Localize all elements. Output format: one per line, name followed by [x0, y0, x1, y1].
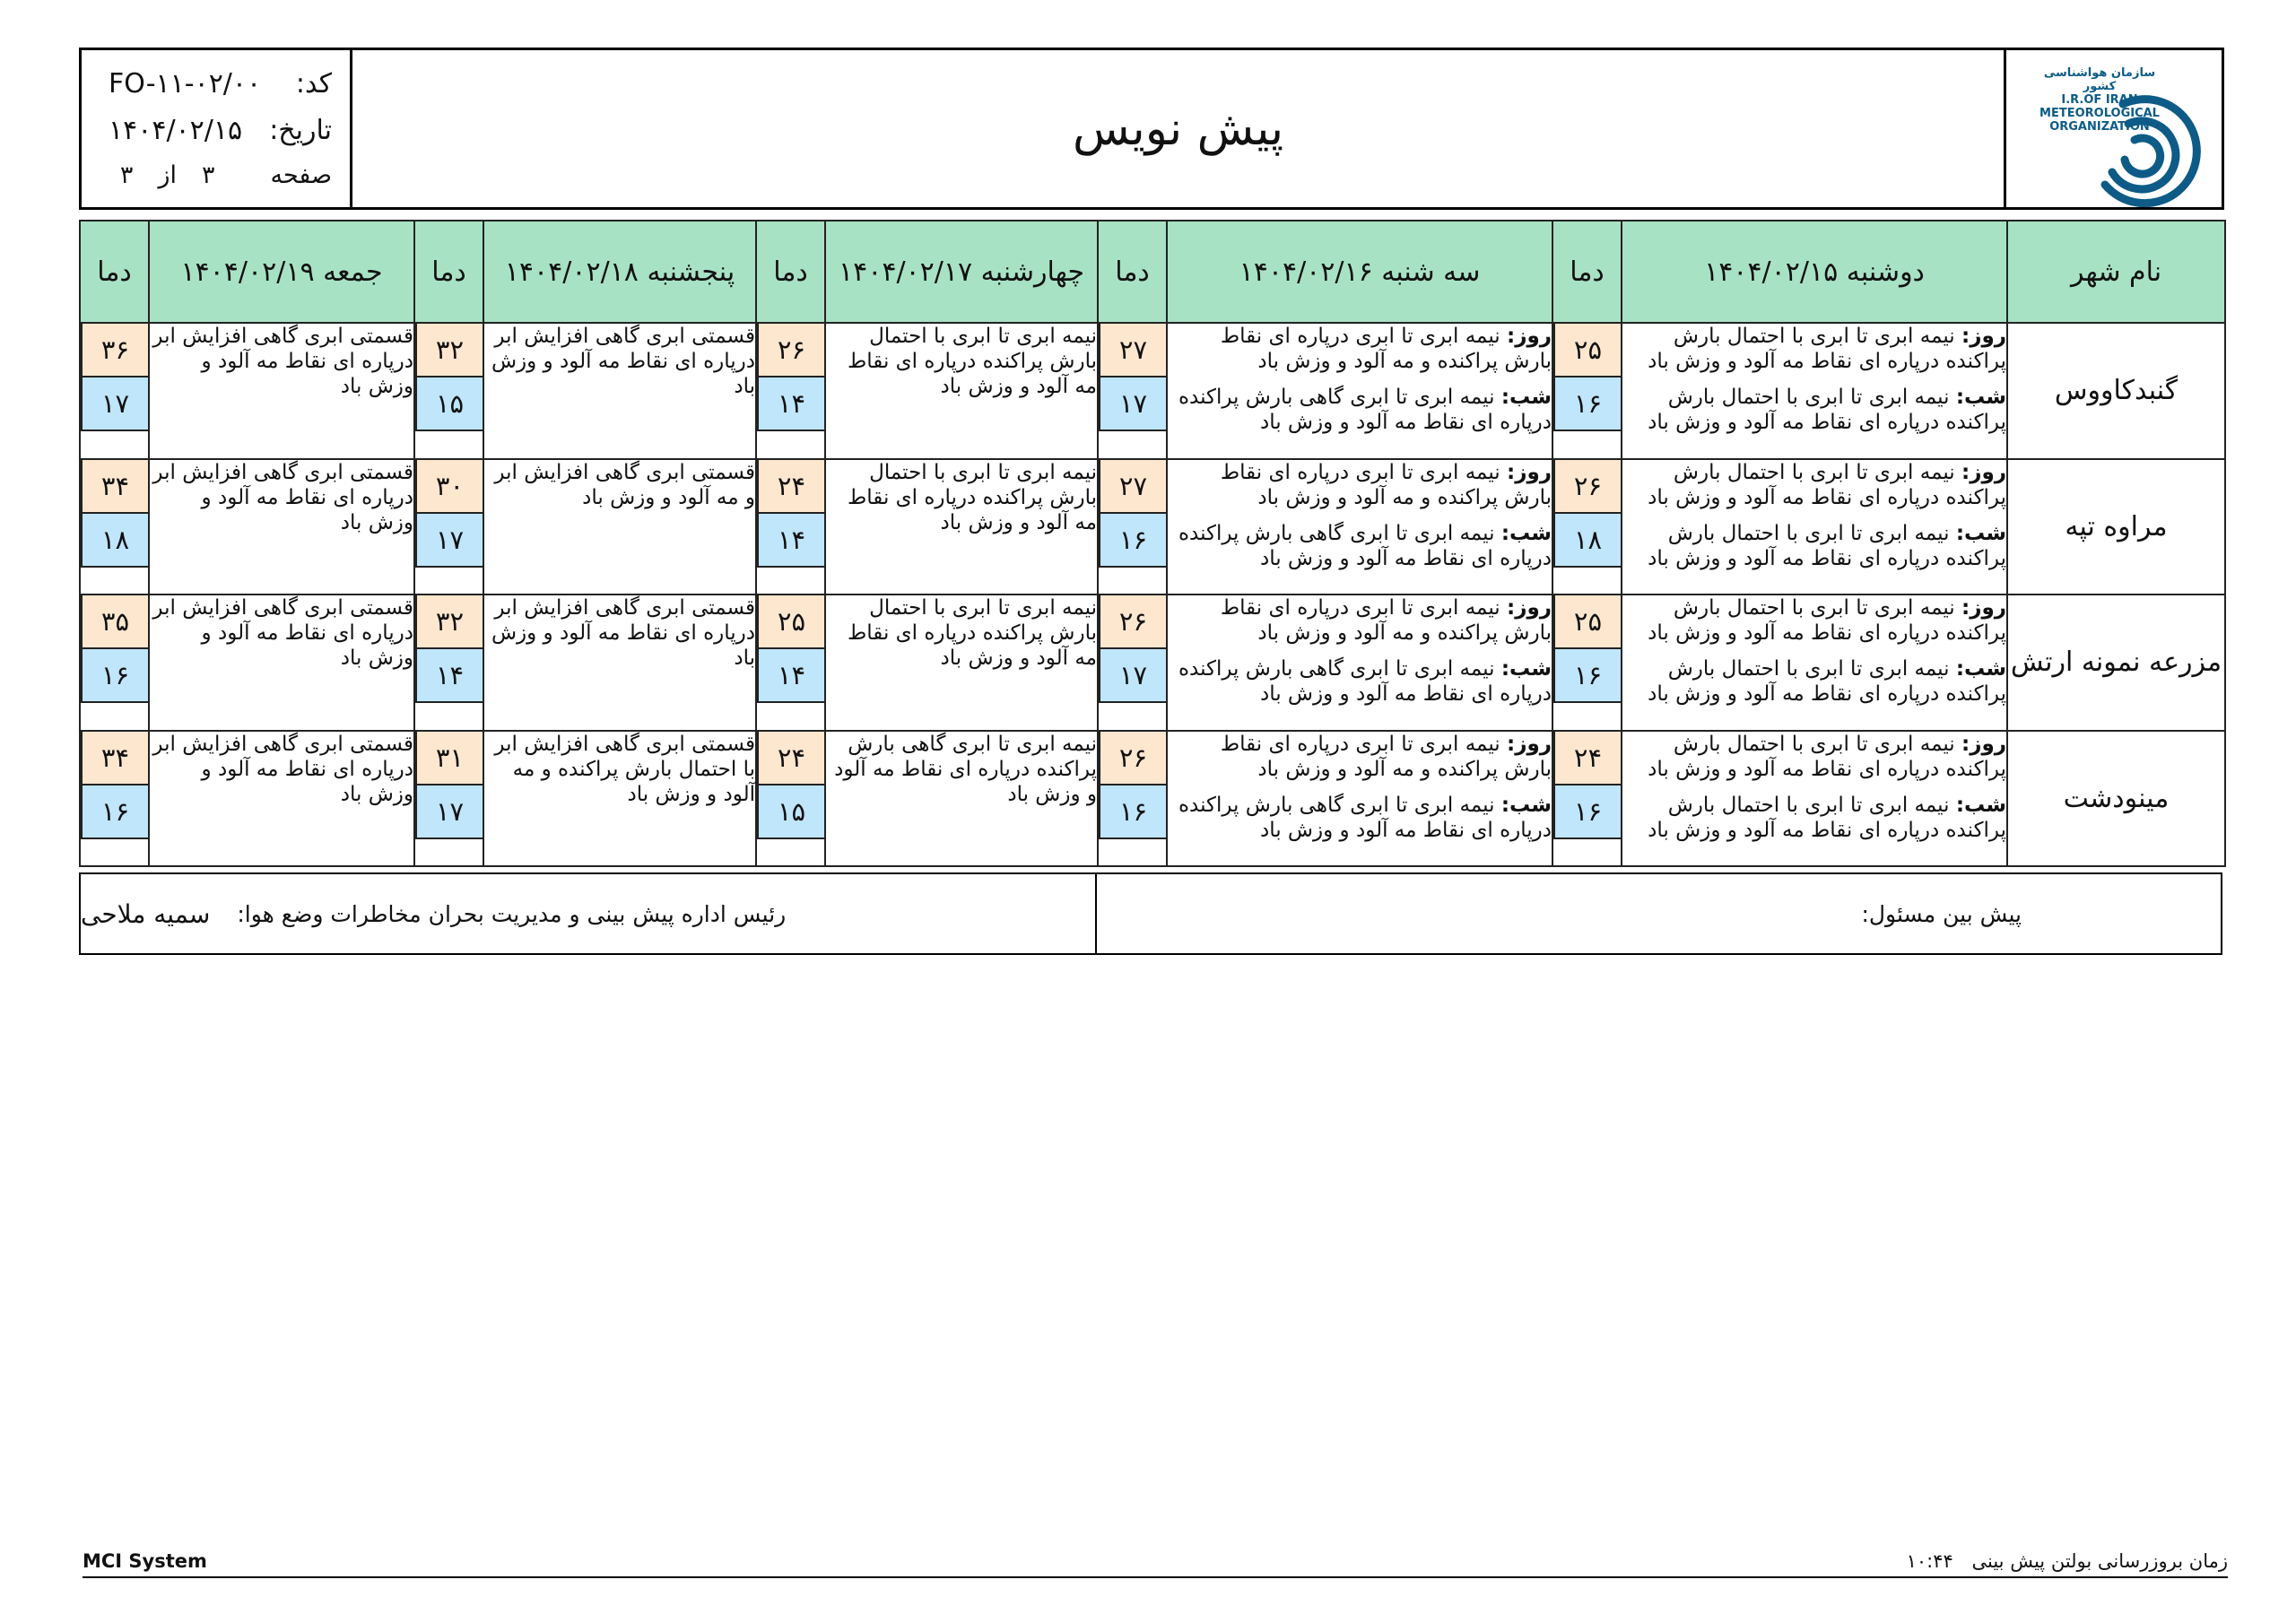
- min-temp: ۱۶: [1099, 785, 1166, 839]
- day-header: دوشنبه ۱۴۰۴/۰۲/۱۵: [1622, 221, 2007, 323]
- page-footer: [83, 1546, 2228, 1578]
- page-total: ۳: [119, 161, 134, 189]
- max-temp: ۳۴: [81, 460, 148, 514]
- day-header: جمعه ۱۴۰۴/۰۲/۱۹: [149, 221, 414, 323]
- temp-cell: [1552, 595, 1622, 731]
- table-row: [80, 459, 2225, 595]
- min-temp: ۱۶: [81, 785, 148, 839]
- min-temp: ۱۵: [415, 378, 483, 431]
- system-name: MCI System: [83, 1550, 207, 1572]
- temp-cell: [80, 323, 149, 459]
- forecast-cell: روز: نیمه ابری تا ابری درپاره ای نقاط بارش پراکنده و مه آلود و وزش باد شب: نیمه ابری تا ابری گاهی بارش پراکنده درپاره ای نقاط مه آلود و وزش باد: [1167, 459, 1552, 595]
- temp-cell: [414, 595, 483, 731]
- min-temp: ۱۶: [81, 649, 148, 703]
- city-name: مراوه تپه: [2007, 459, 2225, 595]
- max-temp: ۳۲: [415, 324, 483, 378]
- min-temp: ۱۶: [1553, 649, 1621, 703]
- max-temp: ۲۴: [757, 732, 824, 785]
- min-temp: ۱۸: [1553, 514, 1621, 568]
- organization-logo: [2004, 50, 2222, 207]
- night-label: شب:: [1500, 657, 1552, 681]
- table-row: [80, 323, 2225, 459]
- max-temp: ۲۴: [757, 460, 824, 514]
- day-label: روز:: [1507, 325, 1552, 348]
- temp-cell: [1552, 731, 1622, 867]
- forecast-cell: روز: نیمه ابری تا ابری با احتمال بارش پراکنده درپاره ای نقاط مه آلود و وزش باد شب: نیمه ابری تا ابری با احتمال بارش پراکنده درپاره ای نقاط مه آلود و وزش باد: [1622, 731, 2007, 867]
- forecast-cell: روز: نیمه ابری تا ابری با احتمال بارش پراکنده درپاره ای نقاط مه آلود و وزش باد شب: نیمه ابری تا ابری با احتمال بارش پراکنده درپاره ای نقاط مه آلود و وزش باد: [1622, 595, 2007, 731]
- max-temp: ۲۴: [1553, 732, 1621, 785]
- date-label: تاریخ:: [269, 115, 332, 146]
- temp-cell: [1098, 595, 1167, 731]
- temp-cell: [414, 731, 483, 867]
- day-header: سه شنبه ۱۴۰۴/۰۲/۱۶: [1167, 221, 1552, 323]
- forecast-cell: قسمتی ابری گاهی افزایش ابر درپاره ای نقاط مه آلود و وزش باد: [149, 459, 414, 595]
- min-temp: ۱۴: [415, 649, 483, 703]
- min-temp: ۱۵: [757, 785, 824, 839]
- table-row: [80, 731, 2225, 867]
- page-title: پیش نویس: [1072, 101, 1284, 156]
- forecast-cell: روز: نیمه ابری تا ابری درپاره ای نقاط بارش پراکنده و مه آلود و وزش باد شب: نیمه ابری تا ابری گاهی بارش پراکنده درپاره ای نقاط مه آلود و وزش باد: [1167, 595, 1552, 731]
- night-label: شب:: [1500, 793, 1552, 817]
- day-label: روز:: [1507, 460, 1552, 484]
- document-header: [79, 48, 2224, 210]
- min-temp: ۱۷: [81, 378, 148, 431]
- min-temp: ۱۴: [757, 378, 824, 431]
- code-row: [109, 68, 332, 100]
- temp-cell: [1098, 323, 1167, 459]
- page-label: صفحه: [270, 161, 332, 189]
- night-label: شب:: [1955, 793, 2006, 817]
- night-label: شب:: [1500, 521, 1552, 545]
- max-temp: ۳۶: [81, 324, 148, 378]
- forecaster-field: [1097, 874, 2221, 953]
- logo-text: سازمان هواشناسی کشور I.R.OF IRAN METEOROLOGICAL ORGANIZATION: [2039, 66, 2160, 134]
- department-head-label: رئیس اداره پیش بینی و مدیریت بحران مخاطرات وضع هوا:: [237, 900, 787, 927]
- max-temp: ۲۷: [1099, 460, 1166, 514]
- update-info: [1907, 1550, 2228, 1572]
- code-label: کد:: [295, 68, 332, 100]
- temp-cell: [1098, 731, 1167, 867]
- temp-header: دما: [756, 221, 825, 323]
- day-label: روز:: [1961, 325, 2006, 348]
- code-value: FO-۱۱-۰۲/۰۰: [109, 68, 262, 100]
- city-name: گنبدکاووس: [2007, 323, 2225, 459]
- forecast-cell: نیمه ابری تا ابری با احتمال بارش پراکنده درپاره ای نقاط مه آلود و وزش باد: [825, 323, 1098, 459]
- night-label: شب:: [1955, 521, 2006, 545]
- day-header: چهارشنبه ۱۴۰۴/۰۲/۱۷: [825, 221, 1098, 323]
- day-header: پنجشنبه ۱۴۰۴/۰۲/۱۸: [483, 221, 756, 323]
- temp-cell: [756, 323, 825, 459]
- max-temp: ۳۲: [415, 595, 483, 649]
- temp-header: دما: [80, 221, 149, 323]
- forecast-cell: نیمه ابری تا ابری گاهی بارش پراکنده درپاره ای نقاط مه آلود و وزش باد: [825, 731, 1098, 867]
- page-current: ۳: [201, 161, 215, 189]
- min-temp: ۱۷: [1099, 378, 1166, 431]
- max-temp: ۲۶: [757, 324, 824, 378]
- forecast-cell: قسمتی ابری گاهی افزایش ابر درپاره ای نقاط مه آلود و وزش باد: [483, 595, 756, 731]
- min-temp: ۱۶: [1099, 514, 1166, 568]
- document-meta: [82, 50, 352, 207]
- min-temp: ۱۷: [415, 514, 483, 568]
- max-temp: ۳۴: [81, 732, 148, 785]
- update-time: ۱۰:۴۴: [1906, 1550, 1953, 1572]
- forecast-cell: قسمتی ابری گاهی افزایش ابر با احتمال بارش پراکنده و مه آلود و وزش باد: [483, 731, 756, 867]
- max-temp: ۳۰: [415, 460, 483, 514]
- forecaster-label: پیش بین مسئول:: [1861, 900, 2022, 927]
- forecast-table: [79, 220, 2226, 867]
- max-temp: ۳۱: [415, 732, 483, 785]
- night-label: شب:: [1955, 657, 2006, 681]
- max-temp: ۲۵: [757, 595, 824, 649]
- forecast-cell: قسمتی ابری گاهی افزایش ابر درپاره ای نقاط مه آلود و وزش باد: [149, 731, 414, 867]
- temp-header: دما: [1098, 221, 1167, 323]
- forecast-cell: روز: نیمه ابری تا ابری درپاره ای نقاط بارش پراکنده و مه آلود و وزش باد شب: نیمه ابری تا ابری گاهی بارش پراکنده درپاره ای نقاط مه آلود و وزش باد: [1167, 731, 1552, 867]
- max-temp: ۲۵: [1553, 595, 1621, 649]
- date-value: ۱۴۰۴/۰۲/۱۵: [109, 115, 243, 146]
- page-row: [109, 161, 332, 189]
- forecast-cell: روز: نیمه ابری تا ابری با احتمال بارش پراکنده درپاره ای نقاط مه آلود و وزش باد شب: نیمه ابری تا ابری با احتمال بارش پراکنده درپاره ای نقاط مه آلود و وزش باد: [1622, 323, 2007, 459]
- forecast-cell: نیمه ابری تا ابری با احتمال بارش پراکنده درپاره ای نقاط مه آلود و وزش باد: [825, 459, 1098, 595]
- day-label: روز:: [1507, 732, 1552, 756]
- min-temp: ۱۸: [81, 514, 148, 568]
- temp-cell: [80, 731, 149, 867]
- update-label: زمان بروزرسانی بولتن پیش بینی: [1971, 1550, 2228, 1572]
- night-label: شب:: [1500, 386, 1552, 409]
- temp-cell: [1552, 459, 1622, 595]
- max-temp: ۲۵: [1553, 324, 1621, 378]
- temp-cell: [756, 459, 825, 595]
- temp-cell: [756, 731, 825, 867]
- signature-block: [79, 872, 2222, 955]
- forecast-cell: نیمه ابری تا ابری با احتمال بارش پراکنده درپاره ای نقاط مه آلود و وزش باد: [825, 595, 1098, 731]
- temp-cell: [414, 459, 483, 595]
- temp-cell: [1098, 459, 1167, 595]
- temp-cell: [756, 595, 825, 731]
- min-temp: ۱۴: [757, 649, 824, 703]
- day-label: روز:: [1961, 732, 2006, 756]
- forecast-cell: قسمتی ابری گاهی افزایش ابر درپاره ای نقاط مه آلود و وزش باد: [483, 323, 756, 459]
- day-label: روز:: [1507, 596, 1552, 620]
- min-temp: ۱۶: [1553, 785, 1621, 839]
- day-label: روز:: [1961, 596, 2006, 620]
- min-temp: ۱۷: [415, 785, 483, 839]
- city-name: مینودشت: [2007, 731, 2225, 867]
- date-row: [109, 115, 332, 146]
- department-head: [81, 874, 1097, 953]
- table-header-row: [80, 221, 2225, 323]
- max-temp: ۲۶: [1099, 732, 1166, 785]
- forecast-cell: روز: نیمه ابری تا ابری با احتمال بارش پراکنده درپاره ای نقاط مه آلود و وزش باد شب: نیمه ابری تا ابری با احتمال بارش پراکنده درپاره ای نقاط مه آلود و وزش باد: [1622, 459, 2007, 595]
- temp-cell: [80, 595, 149, 731]
- temp-cell: [414, 323, 483, 459]
- temp-cell: [80, 459, 149, 595]
- min-temp: ۱۴: [757, 514, 824, 568]
- temp-cell: [1552, 323, 1622, 459]
- max-temp: ۲۶: [1099, 595, 1166, 649]
- department-head-name: سمیه ملاحی: [81, 898, 211, 929]
- forecast-cell: قسمتی ابری گاهی افزایش ابر درپاره ای نقاط مه آلود و وزش باد: [149, 323, 414, 459]
- day-label: روز:: [1961, 460, 2006, 484]
- forecast-cell: روز: نیمه ابری تا ابری درپاره ای نقاط بارش پراکنده و مه آلود و وزش باد شب: نیمه ابری تا ابری گاهی بارش پراکنده درپاره ای نقاط مه آلود و وزش باد: [1167, 323, 1552, 459]
- min-temp: ۱۷: [1099, 649, 1166, 703]
- page-of: از: [158, 161, 177, 189]
- max-temp: ۲۶: [1553, 460, 1621, 514]
- max-temp: ۲۷: [1099, 324, 1166, 378]
- forecast-cell: قسمتی ابری گاهی افزایش ابر درپاره ای نقاط مه آلود و وزش باد: [149, 595, 414, 731]
- temp-header: دما: [414, 221, 483, 323]
- max-temp: ۳۵: [81, 595, 148, 649]
- temp-header: دما: [1552, 221, 1622, 323]
- city-name: مزرعه نمونه ارتش: [2007, 595, 2225, 731]
- city-header: نام شهر: [2007, 221, 2225, 323]
- min-temp: ۱۶: [1553, 378, 1621, 431]
- forecast-cell: قسمتی ابری گاهی افزایش ابر و مه آلود و وزش باد: [483, 459, 756, 595]
- table-row: [80, 595, 2225, 731]
- night-label: شب:: [1955, 386, 2006, 409]
